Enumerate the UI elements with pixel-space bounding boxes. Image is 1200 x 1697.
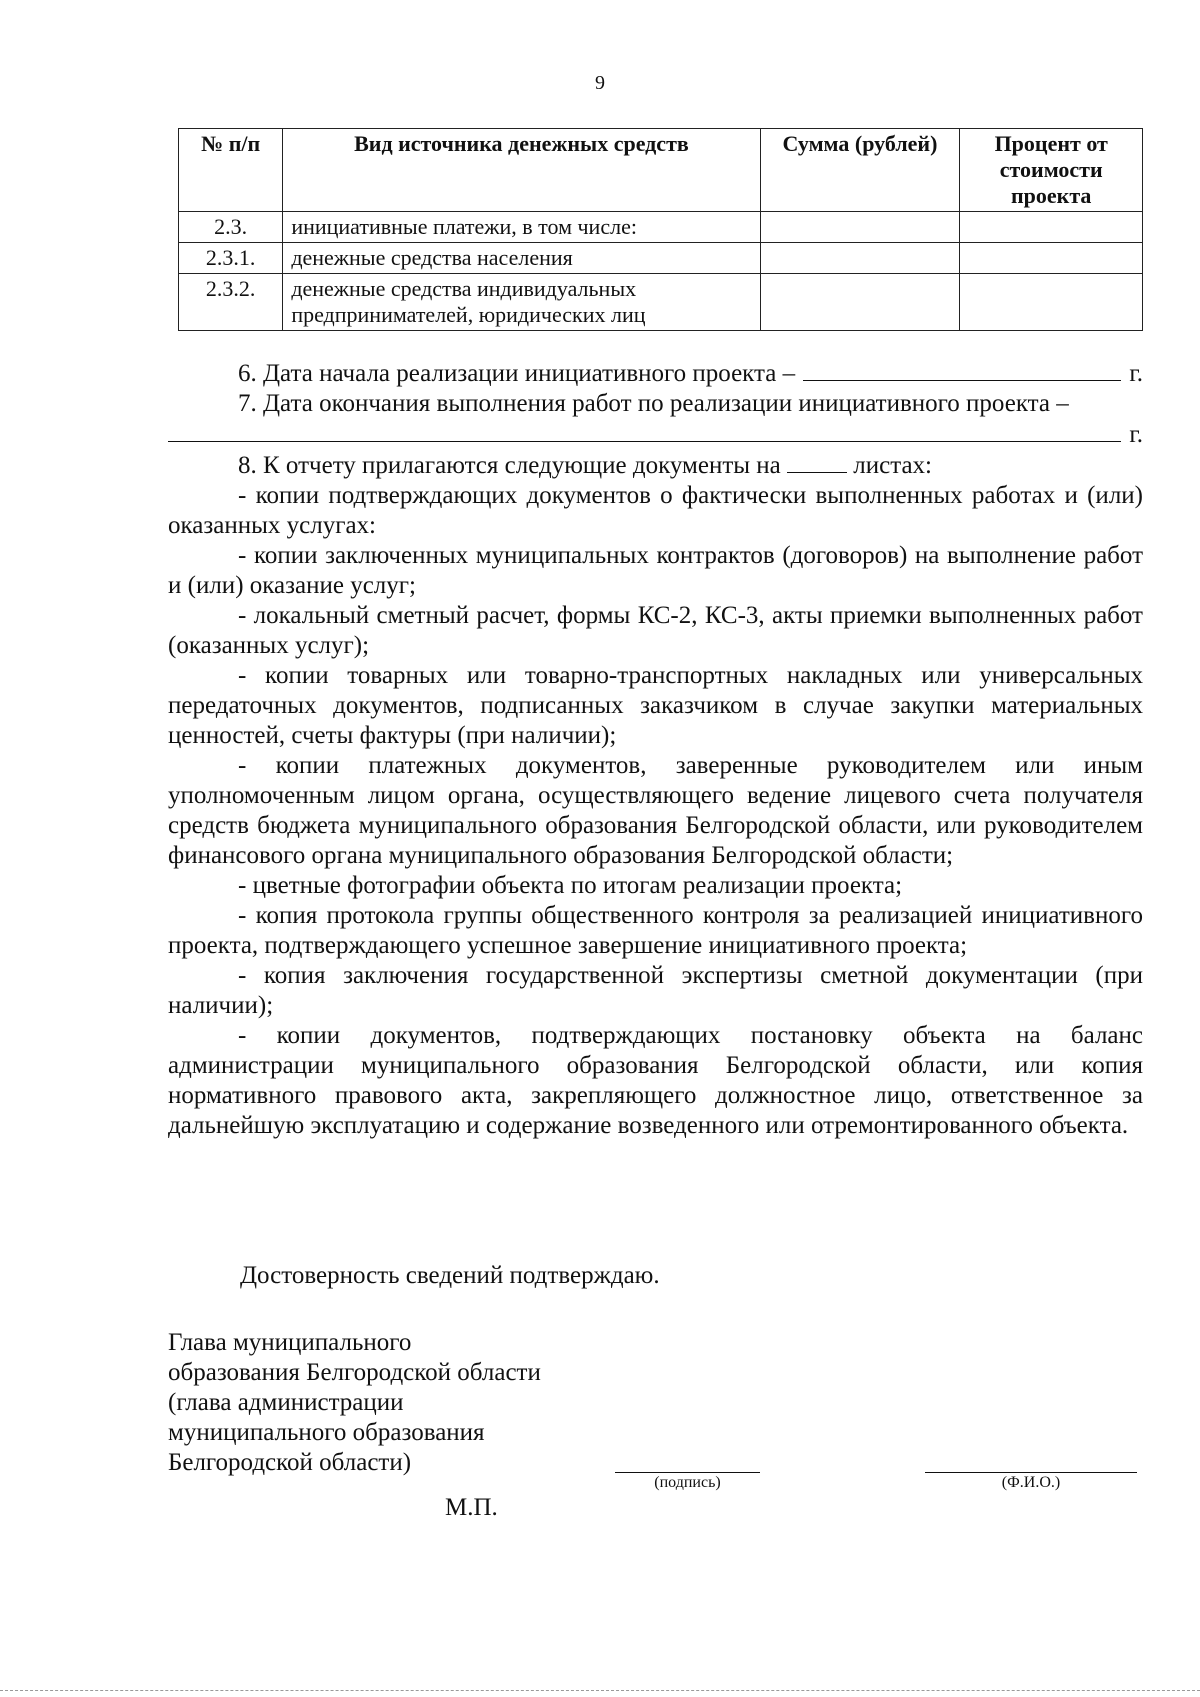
signature-caption: (подпись) (654, 1474, 721, 1491)
row-type: инициативные платежи, в том числе: (283, 212, 760, 243)
table-row (179, 243, 1143, 274)
row-type: денежные средства индивидуальных предпринимателей, юридических лиц (283, 274, 760, 331)
item-8 (168, 450, 1143, 481)
row-num: 2.3.1. (179, 243, 283, 274)
confirmation-text: Достоверность сведений подтверждаю. (240, 1262, 660, 1289)
header-sum-text: Сумма (рублей) (782, 131, 938, 156)
item-8-text: 8. К отчету прилагаются следующие документы на (238, 452, 781, 479)
table-row (179, 274, 1143, 331)
item-6 (168, 358, 1143, 389)
row-sum (760, 243, 960, 274)
report-body (168, 358, 1143, 1141)
funding-sources-table (178, 128, 1143, 331)
header-type (283, 129, 760, 212)
document-item: - копии товарных или товарно-транспортных накладных или универсальных передаточных документов, подписанных заказчиком в случае закупки материальных ценностей, счеты фактуры (при наличии); (168, 662, 1143, 749)
item-7-text: 7. Дата окончания выполнения работ по реализации инициативного проекта – (238, 390, 1069, 417)
item-7 (168, 389, 1143, 419)
end-date-blank[interactable] (168, 419, 1121, 442)
document-item: - цветные фотографии объекта по итогам реализации проекта; (238, 872, 903, 899)
document-item: - копии заключенных муниципальных контрактов (договоров) на выполнение работ и (или) оказание услуг; (168, 542, 1143, 599)
header-type-text: Вид источника денежных средств (354, 131, 689, 156)
header-percent (960, 129, 1143, 212)
scan-edge (0, 1690, 1200, 1691)
item-7-year: г. (1129, 421, 1143, 448)
seal-label: М.П. (445, 1494, 498, 1521)
document-item: - копии подтверждающих документов о фактически выполненных работах и (или) оказанных услугах: (168, 482, 1143, 539)
row-sum (760, 274, 960, 331)
header-num (179, 129, 283, 212)
document-item: - копия заключения государственной экспертизы сметной документации (при наличии); (168, 962, 1143, 1019)
signer-line: образования Белгородской области (168, 1359, 541, 1386)
item-6-text: 6. Дата начала реализации инициативного проекта – (238, 360, 796, 387)
document-item: - локальный сметный расчет, формы КС-2, КС-3, акты приемки выполненных работ (оказанных услуг); (168, 602, 1143, 659)
start-date-blank[interactable] (803, 358, 1121, 381)
item-6-year: г. (1129, 360, 1143, 387)
header-num-text: № п/п (201, 131, 261, 156)
table-row (179, 212, 1143, 243)
page-number: 9 (595, 72, 605, 94)
full-name-line[interactable] (925, 1472, 1137, 1473)
header-percent-text: Процент от стоимости проекта (994, 131, 1108, 208)
document-item: - копии документов, подтверждающих постановку объекта на баланс администрации муниципального образования Белгородской области, или копия нормативного правового акта, закрепляющего должностное лицо, ответственное за дальнейшую эксплуатацию и содержание возведенного или отремонтированного объекта. (168, 1022, 1143, 1139)
row-num: 2.3.2. (179, 274, 283, 331)
signer-line: Белгородской области) (168, 1449, 412, 1476)
row-num: 2.3. (179, 212, 283, 243)
sheets-count-blank[interactable] (787, 450, 847, 473)
signer-line: Глава муниципального (168, 1329, 412, 1356)
row-percent (960, 243, 1143, 274)
item-8-end-text: листах: (853, 452, 933, 479)
row-percent (960, 212, 1143, 243)
row-percent (960, 274, 1143, 331)
signature-line[interactable] (615, 1472, 760, 1473)
table-header-row (179, 129, 1143, 212)
item-7-date-line (168, 419, 1143, 450)
signer-line: (глава администрации (168, 1389, 404, 1416)
document-item: - копия протокола группы общественного контроля за реализацией инициативного проекта, подтверждающего успешное завершение инициативного проекта; (168, 902, 1143, 959)
document-item: - копии платежных документов, заверенные руководителем или иным уполномоченным лицом органа, осуществляющего ведение лицевого счета получателя средств бюджета муниципального образования Белгородской области, или руководителем финансового органа муниципального образования Белгородской области; (168, 752, 1143, 869)
header-sum (760, 129, 960, 212)
signer-line: муниципального образования (168, 1419, 485, 1446)
row-type: денежные средства населения (283, 243, 760, 274)
full-name-caption: (Ф.И.О.) (1001, 1474, 1061, 1491)
signer-block (168, 1328, 541, 1478)
row-sum (760, 212, 960, 243)
